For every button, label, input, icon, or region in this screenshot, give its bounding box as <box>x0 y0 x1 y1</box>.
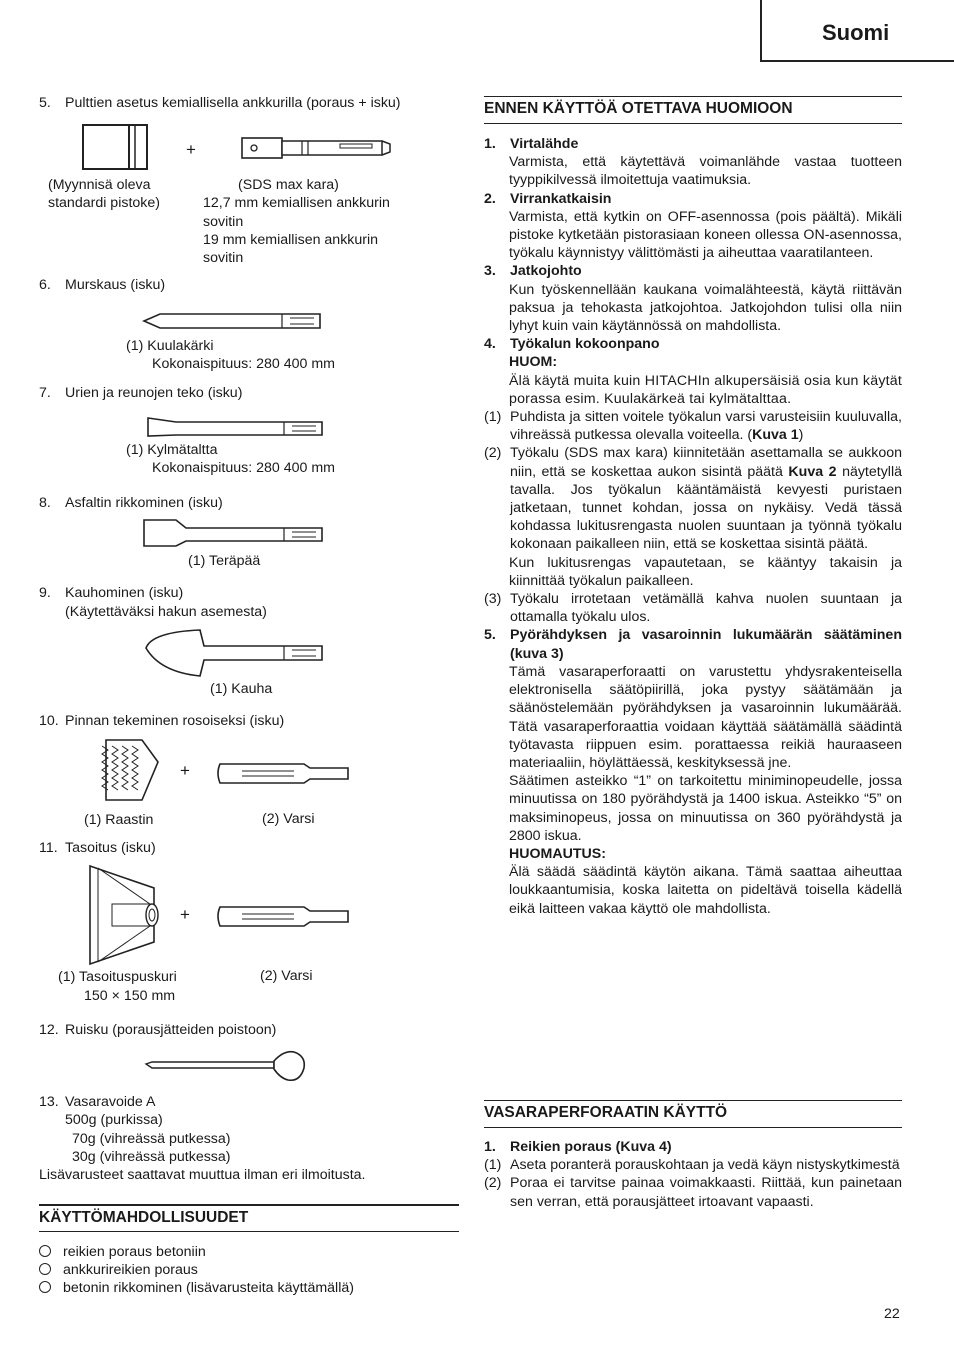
paragraph: Kun työskennellään kaukana voimalähteestä, käytä riittävän paksua ja tehokasta jatkojohtoa. Jatkojohdon tulisi olla niin lyhyt kuin vain käytännössä on mahdollista. <box>509 281 902 335</box>
accessory-item-6: 6. Murskaus (isku) <box>39 277 166 293</box>
step: (1) Aseta poranterä porauskohtaan ja vedä käyn nistyskytkimestä <box>484 1157 900 1174</box>
tamping-plate-illustration <box>88 864 160 966</box>
caption: 150 × 150 mm <box>84 988 176 1004</box>
item-title: Vasaravoide A <box>65 1094 156 1110</box>
sds-max-adapter-illustration <box>240 136 395 164</box>
caption: 12,7 mm kemiallisen ankkurin <box>203 195 390 211</box>
plus-sign: + <box>180 761 190 780</box>
language-label: Suomi <box>822 20 890 45</box>
page-number: 22 <box>884 1306 900 1322</box>
plus-sign: + <box>186 140 196 159</box>
subsection-title: 1. Virtalähde <box>484 136 579 152</box>
asphalt-cutter-illustration <box>142 518 328 548</box>
accessory-item-12: 12. Ruisku (porausjätteiden poistoon) <box>39 1022 277 1038</box>
caption: (Myynnisä oleva <box>48 177 151 193</box>
shank-illustration <box>214 760 354 786</box>
caption: sovitin <box>203 214 244 230</box>
accessory-item-13: 13. Vasaravoide A <box>39 1094 156 1110</box>
cold-chisel-illustration <box>146 416 326 438</box>
caption: sovitin <box>203 250 244 266</box>
bull-point-illustration <box>142 312 326 332</box>
paragraph: Älä käytä muita kuin HITACHIn alkupersäisiä osia kun käytät porassa esim. Kuulakärkeä tai kylmätalttaa. <box>509 372 902 407</box>
step: (2) Poraa ei tarvitse painaa voimakkaasti. Riittää, kun painetaan sen verran, että porausjätteet irtoavant vapaasti. <box>484 1175 902 1210</box>
paragraph: Tämä vasaraperforaatti on varustettu yhdysrakenteisella elektronisella säätöpiirillä, joka pystyy säätämään ja säänöstelemään pyörähdyksen ja vasaroinnin lukumäärää. Tätä vasaraperforaattia voidaan käyttää säätämällä säädintä työtavasta riippuen esim. porattaessa reikiä hauraaseen materiaaliin, höylättäessä, keskityksessä jne. <box>509 663 902 771</box>
accessory-item-5: 5. Pulttien asetus kemiallisella ankkurilla (poraus + isku) <box>39 95 401 111</box>
caption: (2) Varsi <box>260 968 313 984</box>
subsection-title: 1. Reikien poraus (Kuva 4) <box>484 1139 672 1155</box>
caption: 19 mm kemiallisen ankkurin <box>203 232 379 248</box>
item-title: Tasoitus (isku) <box>65 840 156 856</box>
section-heading-usage: VASARAPERFORAATIN KÄYTTÖ <box>484 1100 902 1128</box>
subsection-title: 5. Pyörähdyksen ja vasaroinnin lukumäärän säätäminen (kuva 3) <box>484 627 902 662</box>
caption: standardi pistoke) <box>48 195 160 211</box>
caption: Kokonaispituus: 280 400 mm <box>152 356 335 372</box>
before-use-content <box>484 135 902 918</box>
grease-variant: 500g (purkissa) <box>65 1112 163 1128</box>
caption: Kokonaispituus: 280 400 mm <box>152 460 335 476</box>
caption: (1) Teräpää <box>188 553 261 569</box>
list-item: reikien poraus betoniin <box>39 1243 459 1261</box>
grease-variant: 70g (vihreässä putkessa) <box>72 1131 231 1147</box>
list-item: betonin rikkominen (lisävarusteita käyttämällä) <box>39 1279 459 1297</box>
step: (3) Työkalu irrotetaan vetämällä kahva nuolen suuntaan ja ottamalla työkalu ulos. <box>484 591 902 626</box>
circle-bullet-icon <box>39 1245 51 1257</box>
caption: (1) Kauha <box>210 681 273 697</box>
item-title: Asfaltin rikkominen (isku) <box>65 495 223 511</box>
caption: (1) Kylmätaltta <box>126 442 218 458</box>
accessory-item-10: 10. Pinnan tekeminen rosoiseksi (isku) <box>39 713 285 729</box>
paragraph: Varmista, että käytettävä voimanlähde vastaa tuotteen tyyppikilvessä ilmoitettuja vaatimuksia. <box>509 154 902 189</box>
step: (1) Puhdista ja sitten voitele työkalun varsi varusteisiin kuuluvalla, vihreässä putkessa olevalla voiteella. (Kuva 1) <box>484 409 902 444</box>
caption: (1) Raastin <box>84 812 154 828</box>
item-title: Urien ja reunojen teko (isku) <box>65 385 243 401</box>
grease-variant: 30g (vihreässä putkessa) <box>72 1149 231 1165</box>
item-title: Pulttien asetus kemiallisella ankkurilla (poraus + isku) <box>65 95 401 111</box>
item-title: Kauhominen (isku) <box>65 585 184 601</box>
blow-out-bulb-illustration <box>144 1048 308 1084</box>
subsection-title: 2. Virrankatkaisin <box>484 190 612 207</box>
paragraph: Älä säädä säädintä käytön aikana. Tämä saattaa aiheuttaa loukkaantumisia, koska laitetta on pideltävä toisella kädellä eikä laitteen vakaa käyttö ole mahdollista. <box>509 864 902 917</box>
section-heading-before-use: ENNEN KÄYTTÖÄ OTETTAVA HUOMIOON <box>484 96 902 124</box>
notice-text: Lisävarusteet saattavat muuttua ilman eri ilmoitusta. <box>39 1167 366 1183</box>
accessory-item-8: 8. Asfaltin rikkominen (isku) <box>39 495 223 511</box>
item-title: Ruisku (porausjätteiden poistoon) <box>65 1022 277 1038</box>
usage-content <box>484 1138 902 1211</box>
caption: (SDS max kara) <box>238 177 339 193</box>
bushing-tool-illustration <box>96 738 162 804</box>
subsection-title: 3. Jatkojohto <box>484 263 582 280</box>
note-label: HUOMAUTUS: <box>509 845 606 862</box>
plus-sign: + <box>180 905 190 924</box>
item-subtitle: (Käytettäväksi hakun asemesta) <box>65 604 267 620</box>
section-heading-uses: KÄYTTÖMAHDOLLISUUDET <box>39 1204 459 1232</box>
accessory-item-9: 9. Kauhominen (isku) <box>39 585 184 601</box>
caption: (1) Tasoituspuskuri <box>58 969 177 985</box>
language-tab <box>760 0 954 62</box>
note-label: HUOM: <box>509 354 558 371</box>
list-item: ankkurireikien poraus <box>39 1261 459 1279</box>
paragraph: Säätimen asteikko “1” on tarkoitettu miniminopeudelle, jossa minuutissa on 180 pyörähdystä ja 1400 iskua. Asteikko “5” on maksiminopeus, jossa on minuutissa on 360 pyörähdystä ja 2800 iskua. <box>509 773 902 844</box>
subsection-title: 4. Työkalun kokoonpano <box>484 336 660 353</box>
paragraph: Kun lukitusrengas vapautetaan, se kääntyy takaisin ja kiinnittää työkalun paikalleen. <box>509 554 902 589</box>
caption: (2) Varsi <box>262 811 315 827</box>
item-title: Pinnan tekeminen rosoiseksi (isku) <box>65 713 285 729</box>
shank-illustration <box>214 903 354 929</box>
uses-list <box>39 1243 459 1298</box>
scoop-illustration <box>142 628 328 680</box>
accessory-item-7: 7. Urien ja reunojen teko (isku) <box>39 385 243 401</box>
circle-bullet-icon <box>39 1263 51 1275</box>
paragraph: Varmista, että kytkin on OFF-asennossa (pois päältä). Mikäli pistoke kytketään pistorasiaan koneen ollessa ON-asennossa, työkalu käynnistyy välittömästi ja aiheuttaa vaaratilanteen. <box>509 208 902 262</box>
caption: (1) Kuulakärki <box>126 338 214 354</box>
item-title: Murskaus (isku) <box>65 277 166 293</box>
circle-bullet-icon <box>39 1281 51 1293</box>
accessory-item-11: 11. Tasoitus (isku) <box>39 840 156 856</box>
standard-socket-illustration <box>82 124 152 172</box>
step: (2) Työkalu (SDS max kara) kiinnitetään asettamalla se aukkoon niin, että se koskettaa aukon sisintä päätä Kuva 2 näytetyllä tavalla. Jos työkalun kääntämäistä kevyesti puristaen jatketaan, tunnet kohdan, jossa on nykäisy. Vedä tässä kohdassa lukitusrengasta nuolen suuntaan ja työnnä työkalu kokonaan paikalleen niin, että se koskettaa sisintä päätä. <box>484 445 902 553</box>
